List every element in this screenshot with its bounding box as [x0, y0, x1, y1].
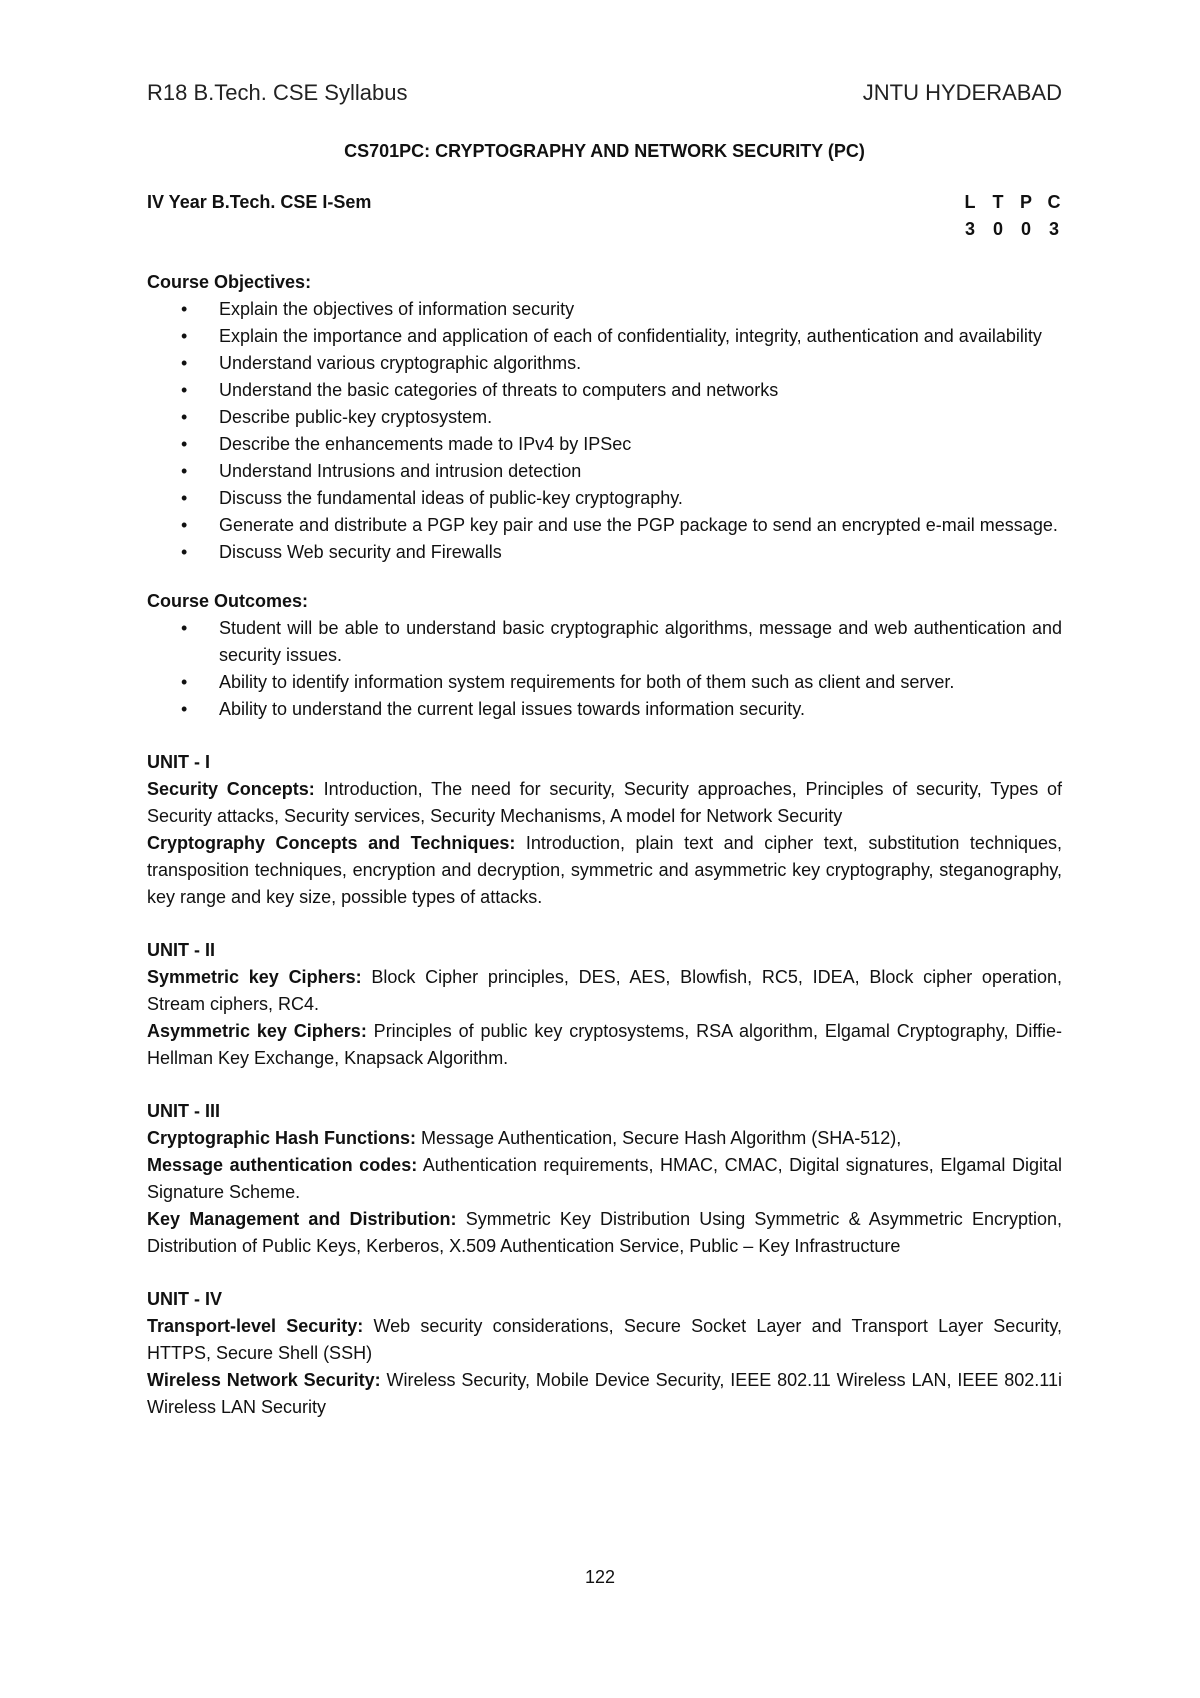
list-item: • Understand various cryptographic algorithms. — [219, 350, 1062, 377]
list-item: • Understand the basic categories of threats to computers and networks — [219, 377, 1062, 404]
unit-topic — [147, 964, 1062, 1018]
topic-text: Principles of public key cryptosystems, RSA algorithm, Elgamal Cryptography, Diffie-Hellman Key Exchange, Knapsack Algorithm. — [147, 1021, 1062, 1068]
list-item: • Understand Intrusions and intrusion detection — [219, 458, 1062, 485]
ltpc-value-p: 0 — [1020, 219, 1031, 239]
year-row — [147, 189, 1062, 243]
objectives-heading: Course Objectives: — [147, 272, 312, 292]
course-title: CS701PC: CRYPTOGRAPHY AND NETWORK SECURITY (PC) — [344, 141, 865, 161]
unit-section — [147, 937, 1062, 1072]
ltpc-label-c: C — [1047, 192, 1061, 212]
ltpc-value-t: 0 — [992, 219, 1003, 239]
running-header — [147, 78, 1062, 108]
topic-text: Block Cipher principles, DES, AES, Blowfish, RC5, IDEA, Block cipher operation, Stream ciphers, RC4. — [147, 967, 1062, 1014]
list-item: • Ability to understand the current legal issues towards information security. — [219, 696, 1062, 723]
topic-heading: Asymmetric key Ciphers: — [147, 1021, 367, 1041]
syllabus-page — [147, 78, 1062, 1421]
unit-topic — [147, 1018, 1062, 1072]
unit-topic — [147, 1206, 1062, 1260]
topic-heading: Cryptography Concepts and Techniques: — [147, 833, 516, 853]
unit-title: UNIT - II — [147, 940, 215, 960]
outcomes-list — [147, 615, 1062, 723]
ltpc-table — [956, 189, 1068, 243]
topic-heading: Symmetric key Ciphers: — [147, 967, 362, 987]
unit-title: UNIT - IV — [147, 1289, 222, 1309]
list-item: • Describe public-key cryptosystem. — [219, 404, 1062, 431]
outcomes-heading: Course Outcomes: — [147, 591, 309, 611]
ltpc-label-l: L — [964, 192, 976, 212]
topic-text: Wireless Security, Mobile Device Security, IEEE 802.11 Wireless LAN, IEEE 802.11i Wireless LAN Security — [147, 1370, 1062, 1417]
list-item: • Student will be able to understand basic cryptographic algorithms, message and web authentication and security issues. — [219, 615, 1062, 669]
list-item: • Describe the enhancements made to IPv4 by IPSec — [219, 431, 1062, 458]
header-right: JNTU HYDERABAD — [862, 80, 1062, 105]
unit-section — [147, 1286, 1062, 1421]
topic-heading: Transport-level Security: — [147, 1316, 364, 1336]
ltpc-label-t: T — [992, 192, 1004, 212]
outcomes-section — [147, 588, 1062, 723]
unit-title: UNIT - I — [147, 752, 210, 772]
list-item: • Ability to identify information system requirements for both of them such as client and server. — [219, 669, 1062, 696]
units-container — [147, 749, 1062, 1421]
topic-heading: Cryptographic Hash Functions: — [147, 1128, 417, 1148]
unit-topic — [147, 776, 1062, 830]
page-number: 122 — [584, 1567, 616, 1587]
header-left: R18 B.Tech. CSE Syllabus — [147, 80, 408, 105]
topic-text: Authentication requirements, HMAC, CMAC, Digital signatures, Elgamal Digital Signature Scheme. — [147, 1155, 1062, 1202]
objectives-list — [147, 296, 1062, 566]
topic-text: Introduction, plain text and cipher text, substitution techniques, transposition techniques, encryption and decryption, symmetric and asymmetric key cryptography, steganography, key range and key size, possible types of attacks. — [147, 833, 1062, 907]
ltpc-label-p: P — [1019, 192, 1032, 212]
year-line: IV Year B.Tech. CSE I-Sem — [147, 192, 372, 212]
topic-text: Introduction, The need for security, Security approaches, Principles of security, Types of Security attacks, Security services, Security Mechanisms, A model for Network Security — [147, 779, 1062, 826]
unit-section — [147, 749, 1062, 911]
topic-heading: Message authentication codes: — [147, 1155, 418, 1175]
unit-section — [147, 1098, 1062, 1260]
unit-title: UNIT - III — [147, 1101, 220, 1121]
unit-topic — [147, 1125, 1062, 1152]
list-item: • Discuss Web security and Firewalls — [219, 539, 1062, 566]
unit-topic — [147, 830, 1062, 911]
objectives-section — [147, 269, 1062, 566]
topic-text: Message Authentication, Secure Hash Algorithm (SHA-512), — [416, 1128, 902, 1148]
unit-topic — [147, 1367, 1062, 1421]
topic-heading: Security Concepts: — [147, 779, 315, 799]
unit-topic — [147, 1313, 1062, 1367]
unit-topic — [147, 1152, 1062, 1206]
list-item: • Explain the importance and application of each of confidentiality, integrity, authentication and availability — [219, 323, 1062, 350]
topic-text: Symmetric Key Distribution Using Symmetric & Asymmetric Encryption, Distribution of Public Keys, Kerberos, X.509 Authentication Service, Public – Key Infrastructure — [147, 1209, 1062, 1256]
list-item: • Generate and distribute a PGP key pair and use the PGP package to send an encrypted e-mail message. — [219, 512, 1062, 539]
ltpc-value-c: 3 — [1048, 219, 1059, 239]
topic-heading: Wireless Network Security: — [147, 1370, 381, 1390]
list-item: • Discuss the fundamental ideas of public-key cryptography. — [219, 485, 1062, 512]
list-item: • Explain the objectives of information security — [219, 296, 1062, 323]
topic-text: Web security considerations, Secure Socket Layer and Transport Layer Security, HTTPS, Secure Shell (SSH) — [147, 1316, 1062, 1363]
topic-heading: Key Management and Distribution: — [147, 1209, 457, 1229]
ltpc-value-l: 3 — [964, 219, 975, 239]
